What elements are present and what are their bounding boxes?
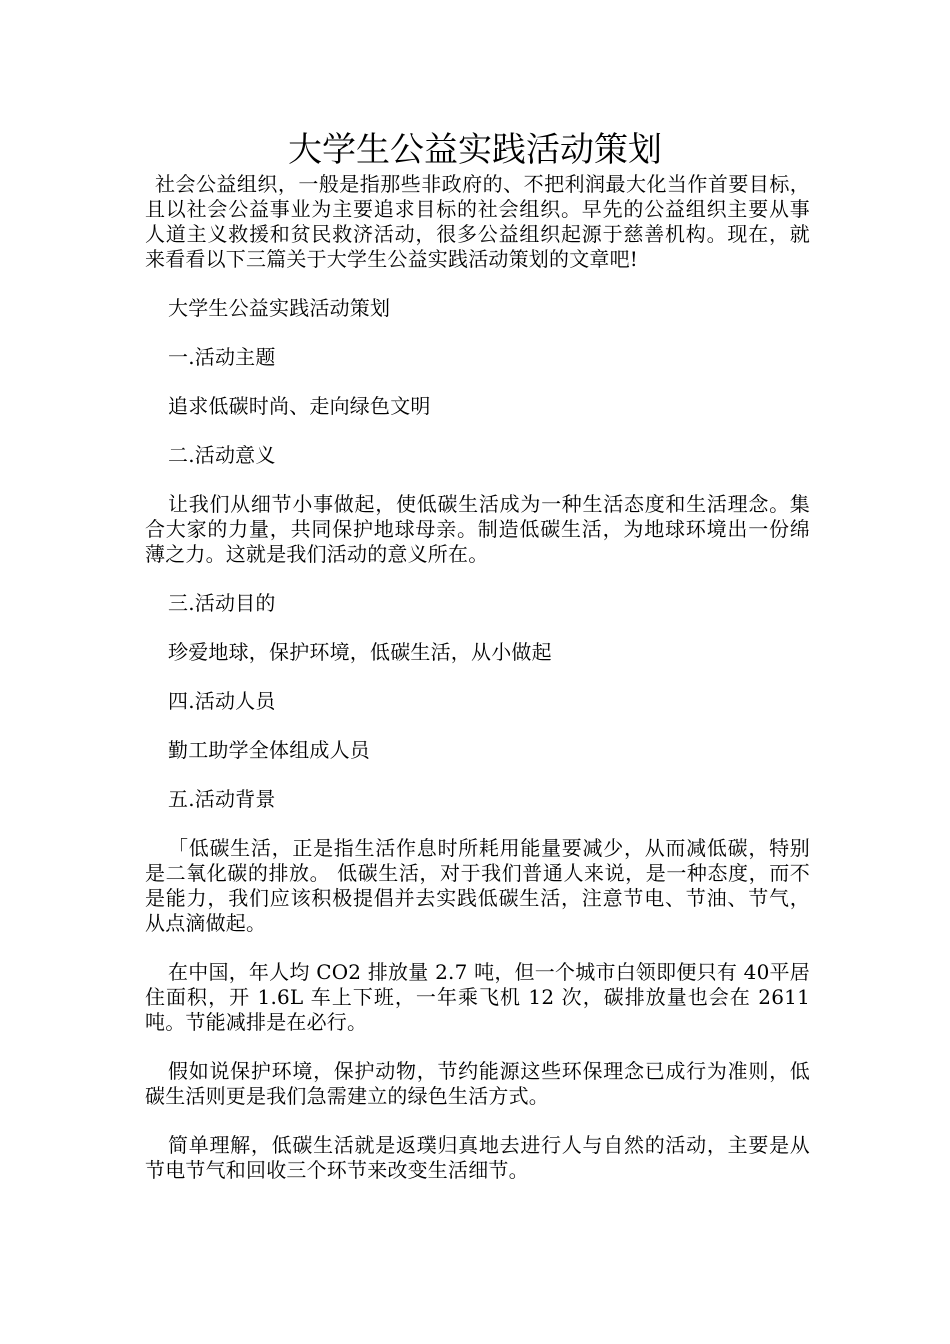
heading-background: 五.活动背景 [168,787,276,811]
heading-purpose: 三.活动目的 [168,591,276,615]
document-body [145,172,810,1207]
background-paragraph-2: 在中国，年人均 CO2 排放量 2.7 吨，但一个城市白领即便只有 40平居住面积，开 1.6L 车上下班，一年乘飞机 12 次，碳排放量也会在 2611 吨。节能减排是在必行。 [145,960,810,1034]
participants-text: 勤工助学全体组成人员 [168,738,370,762]
background-paragraph-3: 假如说保护环境，保护动物，节约能源这些环保理念已成行为准则，低碳生活则更是我们急需建立的绿色生活方式。 [145,1059,810,1108]
heading-significance: 二.活动意义 [168,443,276,467]
section-title: 大学生公益实践活动策划 [168,296,391,320]
heading-participants: 四.活动人员 [168,689,276,713]
intro-paragraph: 社会公益组织，一般是指那些非政府的、不把利润最大化当作首要目标，且以社会公益事业为主要追求目标的社会组织。早先的公益组织主要从事人道主义救援和贫民救济活动，很多公益组织起源于慈善机构。现在，就来看看以下三篇关于大学生公益实践活动策划的文章吧! [145,172,810,271]
heading-theme: 一.活动主题 [168,345,276,369]
theme-text: 追求低碳时尚、走向绿色文明 [168,394,431,418]
purpose-text: 珍爱地球，保护环境，低碳生活，从小做起 [168,640,552,664]
background-paragraph-1: 「低碳生活，正是指生活作息时所耗用能量要减少，从而减低碳，特别是二氧化碳的排放。 低碳生活，对于我们普通人来说，是一种态度，而不是能力，我们应该积极提倡并去实践低碳生活，注意节电、节油、节气，从点滴做起。 [145,836,810,935]
document-title: 大学生公益实践活动策划 [288,130,662,170]
significance-text: 让我们从细节小事做起，使低碳生活成为一种生活态度和生活理念。集合大家的力量，共同保护地球母亲。制造低碳生活，为地球环境出一份绵薄之力。这就是我们活动的意义所在。 [145,492,810,566]
background-paragraph-4: 简单理解，低碳生活就是返璞归真地去进行人与自然的活动，主要是从节电节气和回收三个环节来改变生活细节。 [145,1133,810,1182]
